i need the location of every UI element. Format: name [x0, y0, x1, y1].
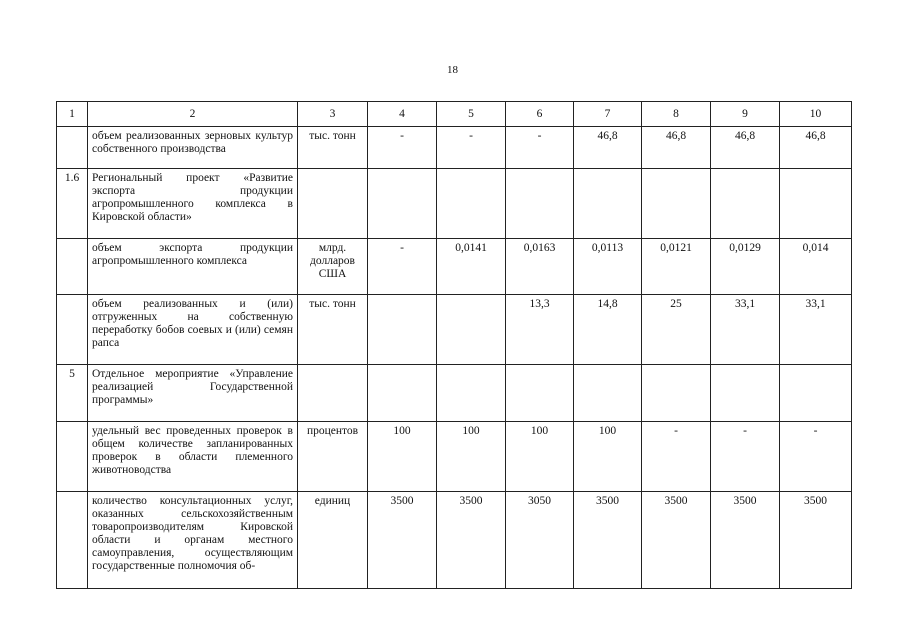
value-cell: - — [368, 239, 437, 295]
value-cell — [574, 169, 642, 239]
value-cell — [437, 365, 506, 422]
row-unit: млрд. долларов США — [298, 239, 368, 295]
value-cell: 33,1 — [780, 295, 852, 365]
value-cell — [642, 365, 711, 422]
row-description: объем экспорта продукции агропромышленного комплекса — [88, 239, 298, 295]
row-number — [57, 239, 88, 295]
row-unit — [298, 169, 368, 239]
value-cell: 25 — [642, 295, 711, 365]
row-description: количество консультационных услуг, оказанных сельскохозяйственным товаропроизводителям Кировской области и органам местного самоуправления, осуществляющим государственные полномочия об- — [88, 492, 298, 589]
value-cell — [437, 169, 506, 239]
value-cell: 0,0113 — [574, 239, 642, 295]
table-row — [57, 422, 852, 492]
header-cell: 9 — [711, 102, 780, 127]
value-cell — [506, 169, 574, 239]
row-description: Отдельное мероприятие «Управление реализацией Государственной программы» — [88, 365, 298, 422]
value-cell — [368, 365, 437, 422]
value-cell — [368, 295, 437, 365]
value-cell: 100 — [437, 422, 506, 492]
header-cell: 10 — [780, 102, 852, 127]
value-cell: 0,0121 — [642, 239, 711, 295]
header-cell: 1 — [57, 102, 88, 127]
value-cell: 3500 — [368, 492, 437, 589]
value-cell: 3500 — [780, 492, 852, 589]
row-description: удельный вес проведенных проверок в общем количестве запланированных проверок в области племенного животноводства — [88, 422, 298, 492]
row-unit — [298, 365, 368, 422]
header-cell: 4 — [368, 102, 437, 127]
row-description: Региональный проект «Развитие экспорта продукции агропромышленного комплекса в Кировской области» — [88, 169, 298, 239]
header-cell: 6 — [506, 102, 574, 127]
value-cell: 46,8 — [780, 127, 852, 169]
row-number — [57, 492, 88, 589]
value-cell — [506, 365, 574, 422]
value-cell: 46,8 — [642, 127, 711, 169]
value-cell: 100 — [506, 422, 574, 492]
header-cell: 5 — [437, 102, 506, 127]
value-cell — [780, 365, 852, 422]
value-cell: 13,3 — [506, 295, 574, 365]
header-cell: 2 — [88, 102, 298, 127]
table-row — [57, 492, 852, 589]
value-cell: 46,8 — [711, 127, 780, 169]
value-cell: 0,014 — [780, 239, 852, 295]
row-description: объем реализованных и (или) отгруженных на собственную переработку бобов соевых и (или) семян рапса — [88, 295, 298, 365]
row-unit: процентов — [298, 422, 368, 492]
value-cell: 3500 — [437, 492, 506, 589]
table-row — [57, 365, 852, 422]
value-cell: 0,0129 — [711, 239, 780, 295]
value-cell: - — [437, 127, 506, 169]
row-number: 5 — [57, 365, 88, 422]
header-cell: 8 — [642, 102, 711, 127]
value-cell — [368, 169, 437, 239]
value-cell: - — [642, 422, 711, 492]
value-cell: 100 — [574, 422, 642, 492]
value-cell: - — [368, 127, 437, 169]
value-cell: 100 — [368, 422, 437, 492]
value-cell: 3500 — [711, 492, 780, 589]
value-cell: 3500 — [642, 492, 711, 589]
value-cell: 0,0163 — [506, 239, 574, 295]
value-cell — [642, 169, 711, 239]
value-cell: 3050 — [506, 492, 574, 589]
header-cell: 7 — [574, 102, 642, 127]
value-cell — [574, 365, 642, 422]
header-cell: 3 — [298, 102, 368, 127]
row-number — [57, 127, 88, 169]
table-row — [57, 295, 852, 365]
row-unit: тыс. тонн — [298, 127, 368, 169]
row-unit: единиц — [298, 492, 368, 589]
row-unit: тыс. тонн — [298, 295, 368, 365]
value-cell — [437, 295, 506, 365]
value-cell — [711, 365, 780, 422]
value-cell: 0,0141 — [437, 239, 506, 295]
value-cell: - — [506, 127, 574, 169]
value-cell: 46,8 — [574, 127, 642, 169]
table-row — [57, 239, 852, 295]
value-cell — [711, 169, 780, 239]
value-cell — [780, 169, 852, 239]
value-cell: - — [711, 422, 780, 492]
value-cell: 33,1 — [711, 295, 780, 365]
row-number — [57, 295, 88, 365]
value-cell: - — [780, 422, 852, 492]
row-number — [57, 422, 88, 492]
value-cell: 14,8 — [574, 295, 642, 365]
row-number: 1.6 — [57, 169, 88, 239]
table-row — [57, 169, 852, 239]
page-number: 18 — [447, 64, 458, 76]
table-row — [57, 127, 852, 169]
indicator-table — [56, 101, 852, 589]
row-description: объем реализованных зерновых культур собственного производства — [88, 127, 298, 169]
table-header-row — [57, 102, 852, 127]
value-cell: 3500 — [574, 492, 642, 589]
